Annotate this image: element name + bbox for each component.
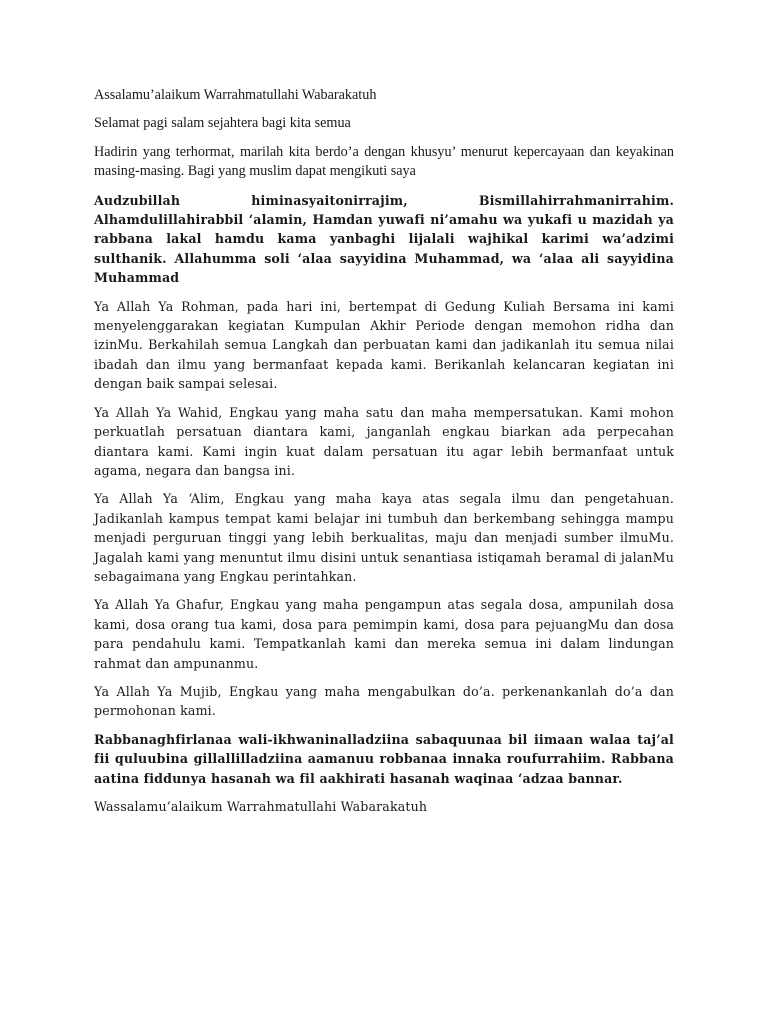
document-page	[94, 86, 674, 825]
opening-prayer-arabic: Audzubillah himinasyaitonirrajim, Bismillahirrahmanirrahim. Alhamdulillahirabbil ‘alamin, Hamdan yuwafi ni’amahu wa yukafi u mazidah ya rabbana lakal hamdu kama yanbaghi lijalali wajhikal karimi wa’adzimi sulthanik. Allahumma soli ‘alaa sayyidina Muhammad, wa ‘alaa ali sayyidina Muhammad	[94, 192, 674, 286]
opening-invitation: Hadirin yang terhormat, marilah kita berdo’a dengan khusyu’ menurut kepercayaan dan keyakinan masing-masing. Bagi yang muslim dapat mengikuti saya	[94, 143, 674, 180]
greeting-opening: Assalamu’alaikum Warrahmatullahi Wabarakatuh	[94, 87, 377, 103]
prayer-ya-alim: Ya Allah Ya ‘Alim, Engkau yang maha kaya atas segala ilmu dan pengetahuan. Jadikanlah kampus tempat kami belajar ini tumbuh dan berkembang sehingga mampu menjadi perguruan tinggi yang lebih berkualitas, maju dan menjadi sumber ilmuMu. Jagalah kami yang menuntut ilmu disini untuk senantiasa istiqamah beramal di jalanMu sebagaimana yang Engkau perintahkan.	[94, 491, 674, 584]
prayer-ya-ghafur: Ya Allah Ya Ghafur, Engkau yang maha pengampun atas segala dosa, ampunilah dosa kami, dosa orang tua kami, dosa para pemimpin kami, dosa para pejuangMu dan dosa para pendahulu kami. Tempatkanlah kami dan mereka semua ini dalam lindungan rahmat dan ampunanmu.	[94, 597, 674, 671]
closing-greeting: Wassalamu’alaikum Warrahmatullahi Wabarakatuh	[94, 799, 428, 814]
prayer-ya-wahid: Ya Allah Ya Wahid, Engkau yang maha satu dan maha mempersatukan. Kami mohon perkuatlah persatuan diantara kami, janganlah engkau biarkan ada perpecahan diantara kami. Kami ingin kuat dalam persatuan itu agar lebih bermanfaat untuk agama, negara dan bangsa ini.	[94, 404, 674, 478]
greeting-morning: Selamat pagi salam sejahtera bagi kita semua	[94, 115, 351, 132]
prayer-ya-rohman: Ya Allah Ya Rohman, pada hari ini, bertempat di Gedung Kuliah Bersama ini kami menyelenggarakan kegiatan Kumpulan Akhir Periode dengan memohon ridha dan izinMu. Berkahilah semua Langkah dan perbuatan kami dan jadikanlah itu semua nilai ibadah dan ilmu yang bermanfaat kepada kami. Berikanlah kelancaran kegiatan ini dengan baik sampai selesai.	[94, 298, 674, 392]
closing-prayer-arabic: Rabbanaghfirlanaa wali-ikhwaninalladziina sabaquunaa bil iimaan walaa taj’al fii quluubina gillallilladziina aamanuu robbanaa innaka roufurrahiim. Rabbana aatina fiddunya hasanah wa fil aakhirati hasanah waqinaa ‘adzaa bannar.	[94, 731, 674, 786]
prayer-ya-mujib: Ya Allah Ya Mujib, Engkau yang maha mengabulkan do’a. perkenankanlah do’a dan permohonan kami.	[94, 683, 674, 719]
